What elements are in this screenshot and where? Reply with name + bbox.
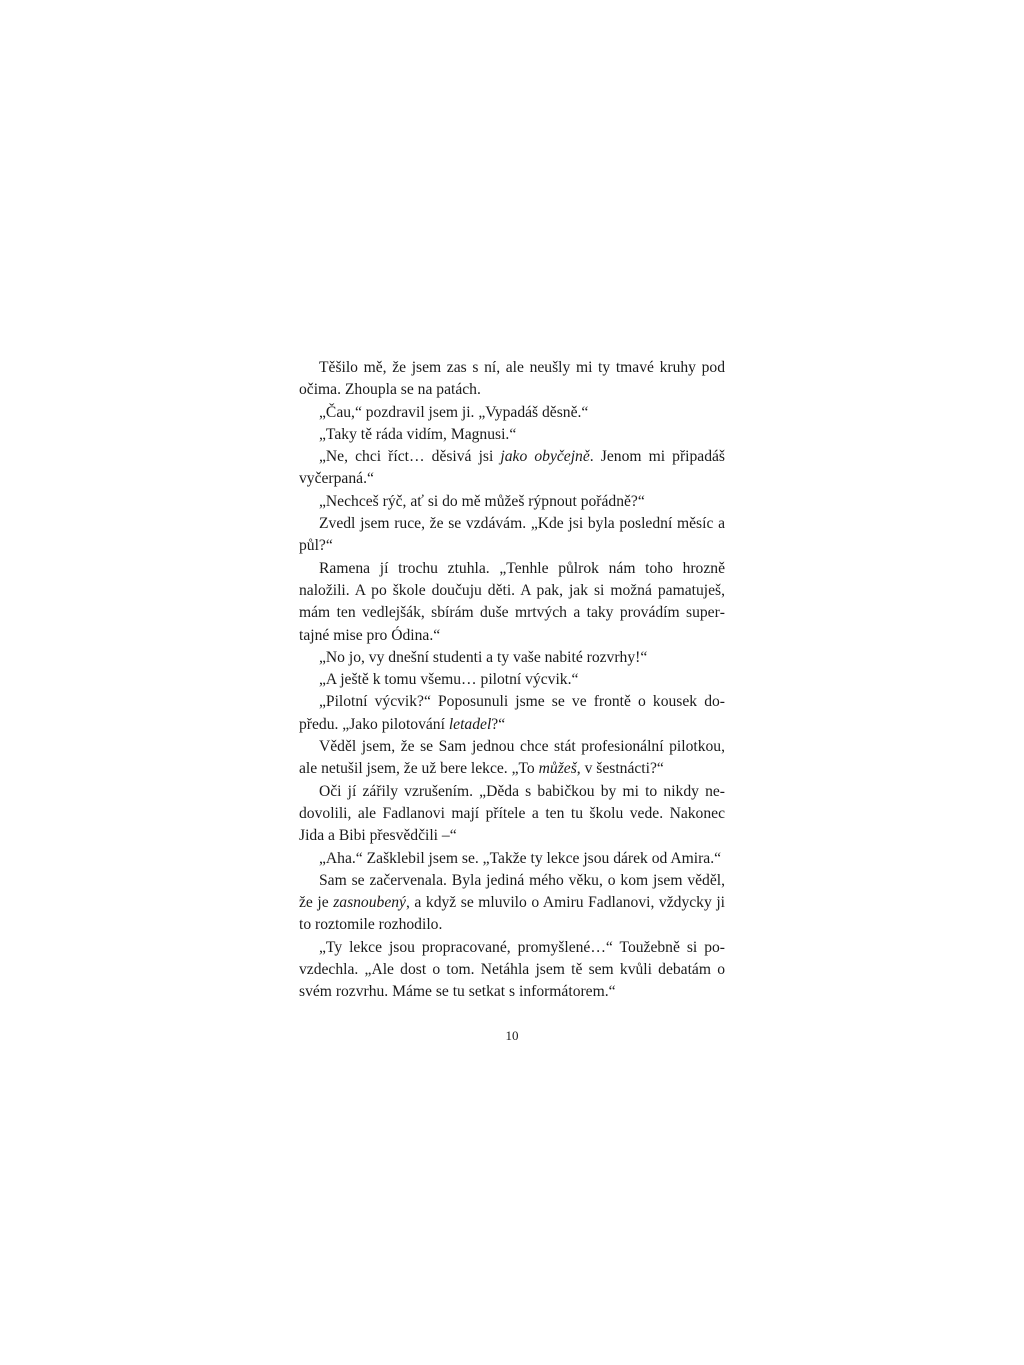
text-run: , a když se mluvilo o Amiru Fadlanovi, vždycky ji to roztomile rozhodilo. <box>299 894 725 934</box>
paragraph <box>299 736 725 781</box>
italic-text: zasnoubený <box>333 894 406 912</box>
text-run: Oči jí zářily vzrušením. „Děda s babičkou by mi to nikdy nedovolili, ale Fadlanovi mají přítele a ten tu školu vede. Nakonec Jida a Bibi přesvědčili –“ <box>299 782 725 845</box>
paragraph <box>299 446 725 491</box>
italic-text: jako obyčejně <box>500 448 590 466</box>
text-run: „Taky tě ráda vidím, Magnusi.“ <box>319 425 517 443</box>
page-number: 10 <box>505 1028 519 1043</box>
italic-text: letadel <box>448 715 492 733</box>
text-run: Věděl jsem, že se Sam jednou chce stát profesionální pilotkou, ale netušil jsem, že už bere lekce. „To <box>299 738 725 778</box>
paragraph <box>299 870 725 937</box>
text-run: Zvedl jsem ruce, že se vzdávám. „Kde jsi byla poslední měsíc a půl?“ <box>299 515 725 555</box>
paragraph <box>299 424 725 446</box>
text-run: „A ještě k tomu všemu… pilotní výcvik.“ <box>319 671 579 689</box>
paragraph <box>299 558 725 647</box>
paragraph <box>299 669 725 691</box>
text-run: „Čau,“ pozdravil jsem ji. „Vypadáš děsně.“ <box>319 403 589 421</box>
paragraph <box>299 491 725 513</box>
text-run: Sam se začervenala. Byla jediná mého věku, o kom jsem věděl, že je <box>299 871 725 912</box>
text-run: „Nechceš rýč, ať si do mě můžeš rýpnout pořádně?“ <box>319 492 645 510</box>
paragraph <box>299 781 725 848</box>
text-run: Těšilo mě, že jsem zas s ní, ale neušly mi ty tmavé kruhy pod očima. Zhoupla se na patách. <box>299 359 725 399</box>
text-run: ?“ <box>491 715 506 733</box>
text-run: „No jo, vy dnešní studenti a ty vaše nabité rozvrhy!“ <box>319 648 648 666</box>
text-run: Ramena jí trochu ztuhla. „Tenhle půlrok nám toho hrozně naložili. A po škole doučuju děti. A pak, jak si možná pamatuješ, mám ten vedlejšák, sbírám duše mrtvých a taky provádím supertajné mise pro Ódina.“ <box>299 559 725 644</box>
text-run: . Jenom mi připadáš vyčerpaná.“ <box>299 448 725 488</box>
text-run: „Ne, chci říct… děsivá jsi <box>319 448 501 466</box>
text-run: „Ty lekce jsou propracované, promyšlené…“ Toužebně si povzdechla. „Ale dost o tom. Netáhla jsem tě sem kvůli debatám o svém rozvrhu. Máme se tu setkat s informátorem.“ <box>299 938 725 1001</box>
paragraph <box>299 647 725 669</box>
paragraph <box>299 402 725 424</box>
paragraph <box>299 513 725 558</box>
italic-text: můžeš <box>538 760 577 778</box>
paragraph <box>299 691 725 736</box>
paragraph <box>299 357 725 402</box>
paragraph <box>299 848 725 870</box>
paragraph <box>299 937 725 1004</box>
text-run: , v šestnácti?“ <box>576 760 664 778</box>
text-run: „Pilotní výcvik?“ Poposunuli jsme se ve frontě o kousek dopředu. „Jako pilotování <box>299 693 725 733</box>
body-text <box>299 357 725 1004</box>
text-run: „Aha.“ Zašklebil jsem se. „Takže ty lekce jsou dárek od Amira.“ <box>319 849 722 867</box>
